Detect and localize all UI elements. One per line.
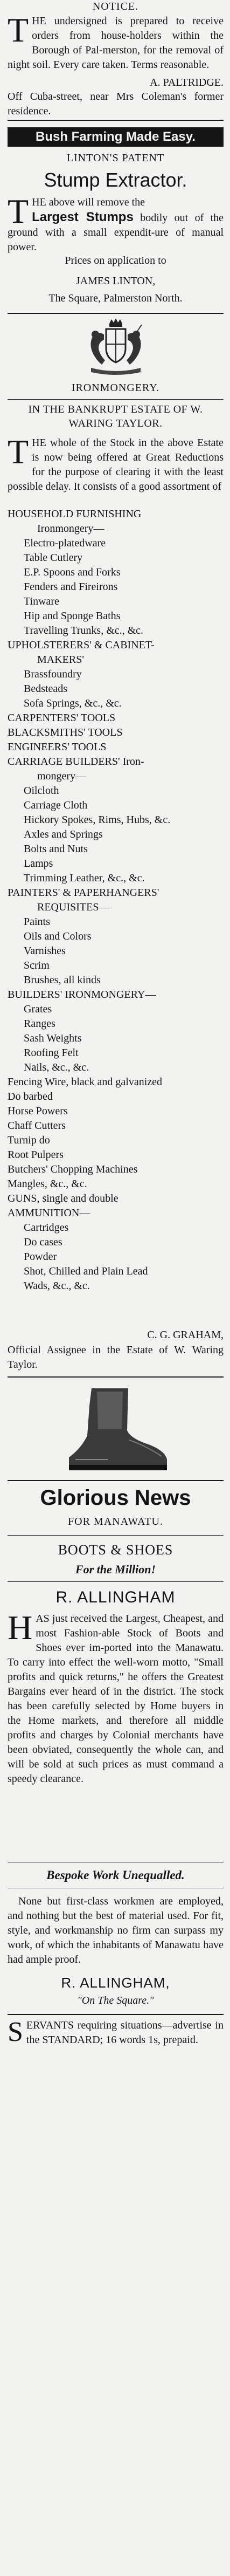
iron-list-item: Root Pulpers	[8, 1149, 64, 1161]
boots-bespoke: Bespoke Work Unequalled.	[46, 1868, 185, 1882]
divider	[8, 1535, 224, 1536]
iron-list-item: Brassfoundry	[24, 668, 82, 680]
royal-crest	[8, 318, 224, 378]
iron-list-item: GUNS, single and double	[8, 1193, 119, 1204]
notice-dropcap: T	[8, 11, 29, 49]
iron-list-item: Roofing Felt	[24, 1047, 79, 1059]
iron-list-item: CARRIAGE BUILDERS' Iron-	[8, 756, 144, 768]
iron-list-item: Fenders and Fireirons	[24, 581, 118, 593]
servants-ad: SERVANTS requiring situations—advertise in the STANDARD; 16 words 1s, prepaid.	[8, 2017, 224, 2047]
notice-heading: NOTICE.	[92, 1, 139, 12]
divider	[8, 1581, 224, 1582]
iron-list-item: ENGINEERS' TOOLS	[8, 741, 107, 753]
iron-list-item: Ironmongery—	[37, 523, 104, 535]
iron-list-item: Carriage Cloth	[24, 799, 88, 811]
iron-list-item: Sash Weights	[24, 1032, 82, 1044]
bush-name: JAMES LINTON,	[75, 275, 156, 287]
bush-address: The Square, Palmerston North.	[48, 292, 183, 304]
divider	[8, 1480, 224, 1481]
boots-million: For the Million!	[75, 1563, 156, 1576]
iron-bankrupt: IN THE BANKRUPT ESTATE OF W. WARING TAYLOR.	[28, 403, 203, 429]
iron-list-item: Bedsteads	[24, 683, 68, 695]
divider	[8, 2014, 224, 2015]
iron-list-item: Brushes, all kinds	[24, 974, 101, 986]
boots-body: HAS just received the Largest, Cheapest, and most Fashion-able Stock of Boots and Shoes ever im-ported into the Manawatu. To carry into effect the well-worn motto, "Small profits and quick returns," he offers the Greatest Bargains ever heard of in the district. The stock has been carefully selected by Home buyers in the Home markets, and therefore all middle profits and charges by Colonial merchants have been obviated, consequently the whole can, and will be sold at such prices as must command a speedy clearance.	[8, 1608, 224, 1785]
iron-list-item: Paints	[24, 916, 50, 928]
iron-heading: IRONMONGERY.	[71, 382, 160, 394]
iron-list-item: Electro-platedware	[24, 537, 106, 549]
iron-dropcap: T	[8, 433, 29, 471]
iron-list-item: Grates	[24, 1003, 52, 1015]
boots-title: BOOTS & SHOES	[58, 1542, 173, 1558]
boots-sig: R. ALLINGHAM,	[61, 1975, 170, 1991]
divider	[8, 120, 224, 121]
boots-headline: Glorious News	[40, 1486, 191, 1510]
bush-largest-stumps: Largest Stumps	[32, 210, 134, 224]
bush-headline-bar: Bush Farming Made Easy.	[8, 127, 224, 147]
iron-list-item: MAKERS'	[37, 654, 84, 666]
iron-list-item: mongery—	[37, 770, 87, 782]
iron-list-item: Wads, &c., &c.	[24, 1280, 90, 1292]
iron-signature: C. G. GRAHAM,	[147, 1329, 224, 1341]
iron-list-item: Mangles, &c., &c.	[8, 1178, 87, 1190]
royal-crest-icon	[78, 318, 154, 376]
iron-list-item: Cartridges	[24, 1222, 69, 1234]
iron-list-item: Table Cutlery	[24, 552, 83, 564]
notice-address: Off Cuba-street, near Mrs Coleman's former residence.	[8, 91, 224, 117]
iron-list-item: Shot, Chilled and Plain Lead	[24, 1265, 148, 1277]
iron-list-item: Horse Powers	[8, 1105, 68, 1117]
bush-patent: LINTON'S PATENT	[66, 152, 165, 164]
iron-list-item: Powder	[24, 1251, 57, 1263]
notice-text: HE undersigned is prepared to receive orders from house-holders within the Borough of Pal-merston, for the removal of night soil. Every care taken. Terms reasonable.	[8, 15, 224, 71]
boots-for: FOR MANAWATU.	[68, 1516, 163, 1527]
iron-list-item: Butchers' Chopping Machines	[8, 1163, 138, 1175]
iron-list-item: Do barbed	[8, 1091, 53, 1102]
iron-list-item: BLACKSMITHS' TOOLS	[8, 727, 123, 738]
iron-list-item: Sofa Springs, &c., &c.	[24, 697, 122, 709]
iron-list-item: PAINTERS' & PAPERHANGERS'	[8, 887, 159, 899]
iron-list-item: E.P. Spoons and Forks	[24, 566, 121, 578]
bush-body: THE above will remove the Largest Stumps bodily out of the ground with a small expendit-ure of manual power.	[8, 192, 224, 253]
iron-list-item: Oilcloth	[24, 785, 59, 797]
iron-list-item: Varnishes	[24, 945, 66, 957]
iron-list-item: Travelling Trunks, &c., &c.	[24, 625, 144, 636]
iron-list-item: Fencing Wire, black and galvanized	[8, 1076, 163, 1088]
iron-list-item: Nails, &c., &c.	[24, 1061, 89, 1073]
iron-list-item: Lamps	[24, 858, 53, 869]
iron-list-item: Turnip do	[8, 1134, 50, 1146]
iron-list-item: REQUISITES—	[37, 901, 110, 913]
divider	[8, 1376, 224, 1378]
bush-title: Stump Extractor.	[44, 169, 187, 191]
iron-list-item: Ranges	[24, 1018, 55, 1030]
divider	[8, 399, 224, 400]
iron-intro: THE whole of the Stock in the above Estate is now being offered at Great Reductions for the purpose of clearing it with the least possible delay. It consists of a good assortment of	[8, 433, 224, 492]
iron-assignee: Official Assignee in the Estate of W. Waring Taylor.	[8, 1344, 224, 1371]
iron-list-item: Trimming Leather, &c., &c.	[24, 872, 145, 884]
iron-list-item: HOUSEHOLD FURNISHING	[8, 508, 142, 520]
bush-prices: Prices on application to	[65, 255, 166, 266]
iron-list-item: Hip and Sponge Baths	[24, 610, 121, 622]
divider	[8, 313, 224, 314]
boot-icon	[59, 1384, 172, 1475]
boots-name: R. ALLINGHAM	[55, 1588, 176, 1606]
iron-list-item: Bolts and Nuts	[24, 843, 88, 855]
boots-dropcap: H	[8, 1608, 33, 1647]
boot-illustration	[8, 1384, 224, 1476]
servants-dropcap: S	[8, 2017, 23, 2047]
iron-list-item: Do cases	[24, 1236, 62, 1248]
boots-sig-addr: "On The Square."	[77, 1995, 154, 2006]
iron-list-item: UPHOLSTERERS' & CABINET-	[8, 639, 155, 651]
iron-list-item: Tinware	[24, 595, 59, 607]
notice-signature: A. PALTRIDGE.	[150, 77, 224, 88]
iron-list-item: Chaff Cutters	[8, 1120, 66, 1132]
iron-stock-list	[8, 507, 224, 1293]
bush-dropcap: T	[8, 192, 29, 230]
iron-list-item: Hickory Spokes, Rims, Hubs, &c.	[24, 814, 171, 826]
boots-bespoke-body: None but first-class workmen are employed, and nothing but the best of material used. For fit, style, and workmanship no firm can surpass my work, of which the inhabitants of Manawatu have had ample proof.	[8, 1895, 224, 1965]
iron-list-item: Oils and Colors	[24, 930, 92, 942]
iron-list-item: Axles and Springs	[24, 828, 103, 840]
iron-list-item: AMMUNITION—	[8, 1207, 90, 1219]
iron-list-item: CARPENTERS' TOOLS	[8, 712, 116, 724]
iron-list-item: BUILDERS' IRONMONGERY—	[8, 989, 156, 1001]
iron-list-item: Scrim	[24, 960, 50, 971]
notice-body	[8, 11, 224, 72]
